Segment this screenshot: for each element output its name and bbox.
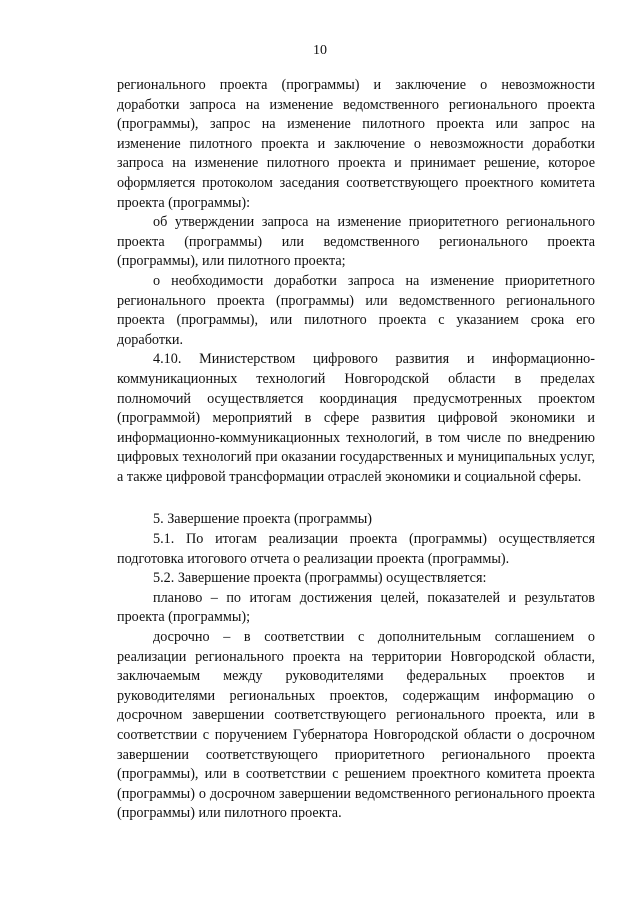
paragraph-4-10: 4.10. Министерством цифрового развития и информационно-коммуникационных технологий Новгородской области в пределах полномочий осуществляется координация предусмотренных проектом (программой) мероприятий в сфере развития цифровой экономики и информационно-коммуникационных технологий, в том числе по внедрению цифровых технологий при оказании государственных и муниципальных услуг, а также цифровой трансформации отраслей экономики и социальной сферы. <box>117 351 595 485</box>
paragraph-early-completion: досрочно – в соответствии с дополнительным соглашением о реализации регионального проекта на территории Новгородской области, заключаемым между руководителями федеральных проектов и руководителями региональных проектов, содержащим информацию о досрочном завершении соответствующего регионального проекта, или в соответствии с поручением Губернатора Новгородской области о досрочном завершении соответствующего приоритетного регионального проекта (программы), или в соответствии с решением проектного комитета проекта (программы) о досрочном завершении ведомственного регионального проекта (программы) или пилотного проекта. <box>117 629 595 822</box>
section-5-heading: 5. Завершение проекта (программы) <box>153 511 372 528</box>
paragraph-approval-option: об утверждении запроса на изменение приоритетного регионального проекта (программы) или ведомственного регионального проекта (программы), или пилотного проекта; <box>117 214 595 270</box>
paragraph-revision-option: о необходимости доработки запроса на изменение приоритетного регионального проекта (программы) или ведомственного регионального проекта (программы), или пилотного проекта с указанием срока его доработки. <box>117 272 595 348</box>
paragraph-5-1: 5.1. По итогам реализации проекта (программы) осуществляется подготовка итогового отчета о реализации проекта (программы). <box>117 531 595 567</box>
document-body <box>117 76 595 824</box>
paragraph-planned-completion: планово – по итогам достижения целей, показателей и результатов проекта (программы); <box>117 589 595 626</box>
paragraph-5-2: 5.2. Завершение проекта (программы) осуществляется: <box>153 570 487 587</box>
section-spacer <box>117 487 595 510</box>
page-number: 10 <box>313 43 327 58</box>
paragraph-continuation: регионального проекта (программы) и заключение о невозможности доработки запроса на изменение ведомственного регионального проекта (программы), запрос на изменение пилотного проекта или запрос на изменение пилотного проекта и заключение о невозможности доработки запроса на изменение пилотного проекта и принимает решение, которое оформляется протоколом заседания соответствующего проектного комитета проекта (программы): <box>117 77 595 211</box>
